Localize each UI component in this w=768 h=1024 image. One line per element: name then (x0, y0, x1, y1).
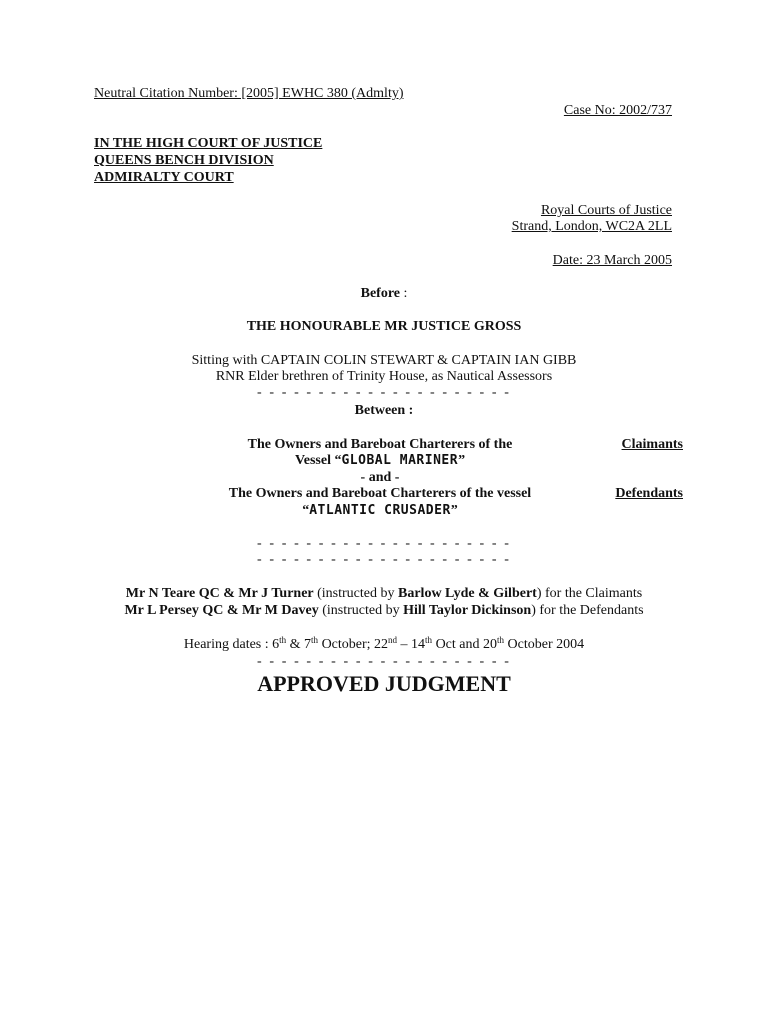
claimants-instructed-pre: (instructed by (313, 586, 398, 601)
hearing-part-5: Oct and 20 (432, 637, 497, 652)
judge-name: THE HONOURABLE MR JUSTICE GROSS (246, 319, 522, 334)
claimants-solicitors: Barlow Lyde & Gilbert (398, 586, 537, 601)
and-separator: - and - (360, 470, 400, 485)
court-division: QUEENS BENCH DIVISION (94, 153, 274, 168)
hearing-part-2: & 7 (286, 637, 312, 652)
claimant-quote-open: Vessel “ (294, 453, 342, 468)
sitting-with: Sitting with CAPTAIN COLIN STEWART & CAPTAIN IAN GIBB (191, 353, 577, 368)
defendant-line-2 (170, 503, 590, 519)
hearing-sup-4: th (425, 635, 433, 645)
venue-line-1: Royal Courts of Justice (540, 203, 672, 218)
before-label: Before (360, 286, 400, 301)
defendant-line-1: The Owners and Bareboat Charterers of the vessel (228, 486, 532, 501)
hearing-sup-5: th (497, 635, 505, 645)
claimants-counsel-names: Mr N Teare QC & Mr J Turner (125, 586, 314, 601)
claimants-counsel (0, 586, 768, 602)
defendants-instructed-post: ) for the Defendants (531, 603, 644, 618)
defendants-counsel (0, 603, 768, 619)
approved-judgment-title: APPROVED JUDGMENT (257, 671, 511, 696)
assessors-line: RNR Elder brethren of Trinity House, as Nautical Assessors (215, 369, 553, 384)
judgment-date: Date: 23 March 2005 (552, 253, 672, 268)
defendant-quote-open: “ (302, 503, 310, 518)
hearing-sup-1: th (279, 635, 287, 645)
hearing-dates (0, 637, 768, 653)
defendant-vessel: ATLANTIC CRUSADER (309, 503, 451, 518)
separator-4: - - - - - - - - - - - - - - - - - - - - - (256, 654, 511, 669)
neutral-citation: Neutral Citation Number: [2005] EWHC 380 (Admlty) (94, 86, 404, 101)
separator-1: - - - - - - - - - - - - - - - - - - - - - (256, 385, 511, 400)
court-name: IN THE HIGH COURT OF JUSTICE (94, 136, 323, 151)
separator-2: - - - - - - - - - - - - - - - - - - - - - (256, 536, 511, 551)
case-number: Case No: 2002/737 (563, 103, 672, 118)
defendants-solicitors: Hill Taylor Dickinson (403, 603, 532, 618)
claimant-line-2 (170, 453, 590, 469)
claimants-role: Claimants (621, 437, 683, 452)
hearing-part-1: Hearing dates : 6 (183, 637, 280, 652)
separator-3: - - - - - - - - - - - - - - - - - - - - - (256, 552, 511, 567)
before-line (0, 286, 768, 302)
claimant-line-1: The Owners and Bareboat Charterers of the (247, 437, 513, 452)
court-section: ADMIRALTY COURT (94, 170, 234, 185)
claimant-vessel: GLOBAL MARINER (341, 453, 459, 468)
defendant-quote-close: ” (450, 503, 458, 518)
defendants-instructed-pre: (instructed by (318, 603, 404, 618)
hearing-part-3: October; 22 (318, 637, 389, 652)
claimant-quote-close: ” (458, 453, 466, 468)
hearing-part-4: – 14 (397, 637, 426, 652)
between-label: Between : (354, 403, 414, 418)
defendants-counsel-names: Mr L Persey QC & Mr M Davey (124, 603, 319, 618)
hearing-part-6: October 2004 (504, 637, 585, 652)
hearing-sup-3: nd (388, 635, 398, 645)
defendants-role: Defendants (615, 486, 683, 501)
venue-line-2: Strand, London, WC2A 2LL (511, 219, 672, 234)
before-colon: : (400, 286, 408, 301)
claimants-instructed-post: ) for the Claimants (536, 586, 643, 601)
hearing-sup-2: th (311, 635, 319, 645)
